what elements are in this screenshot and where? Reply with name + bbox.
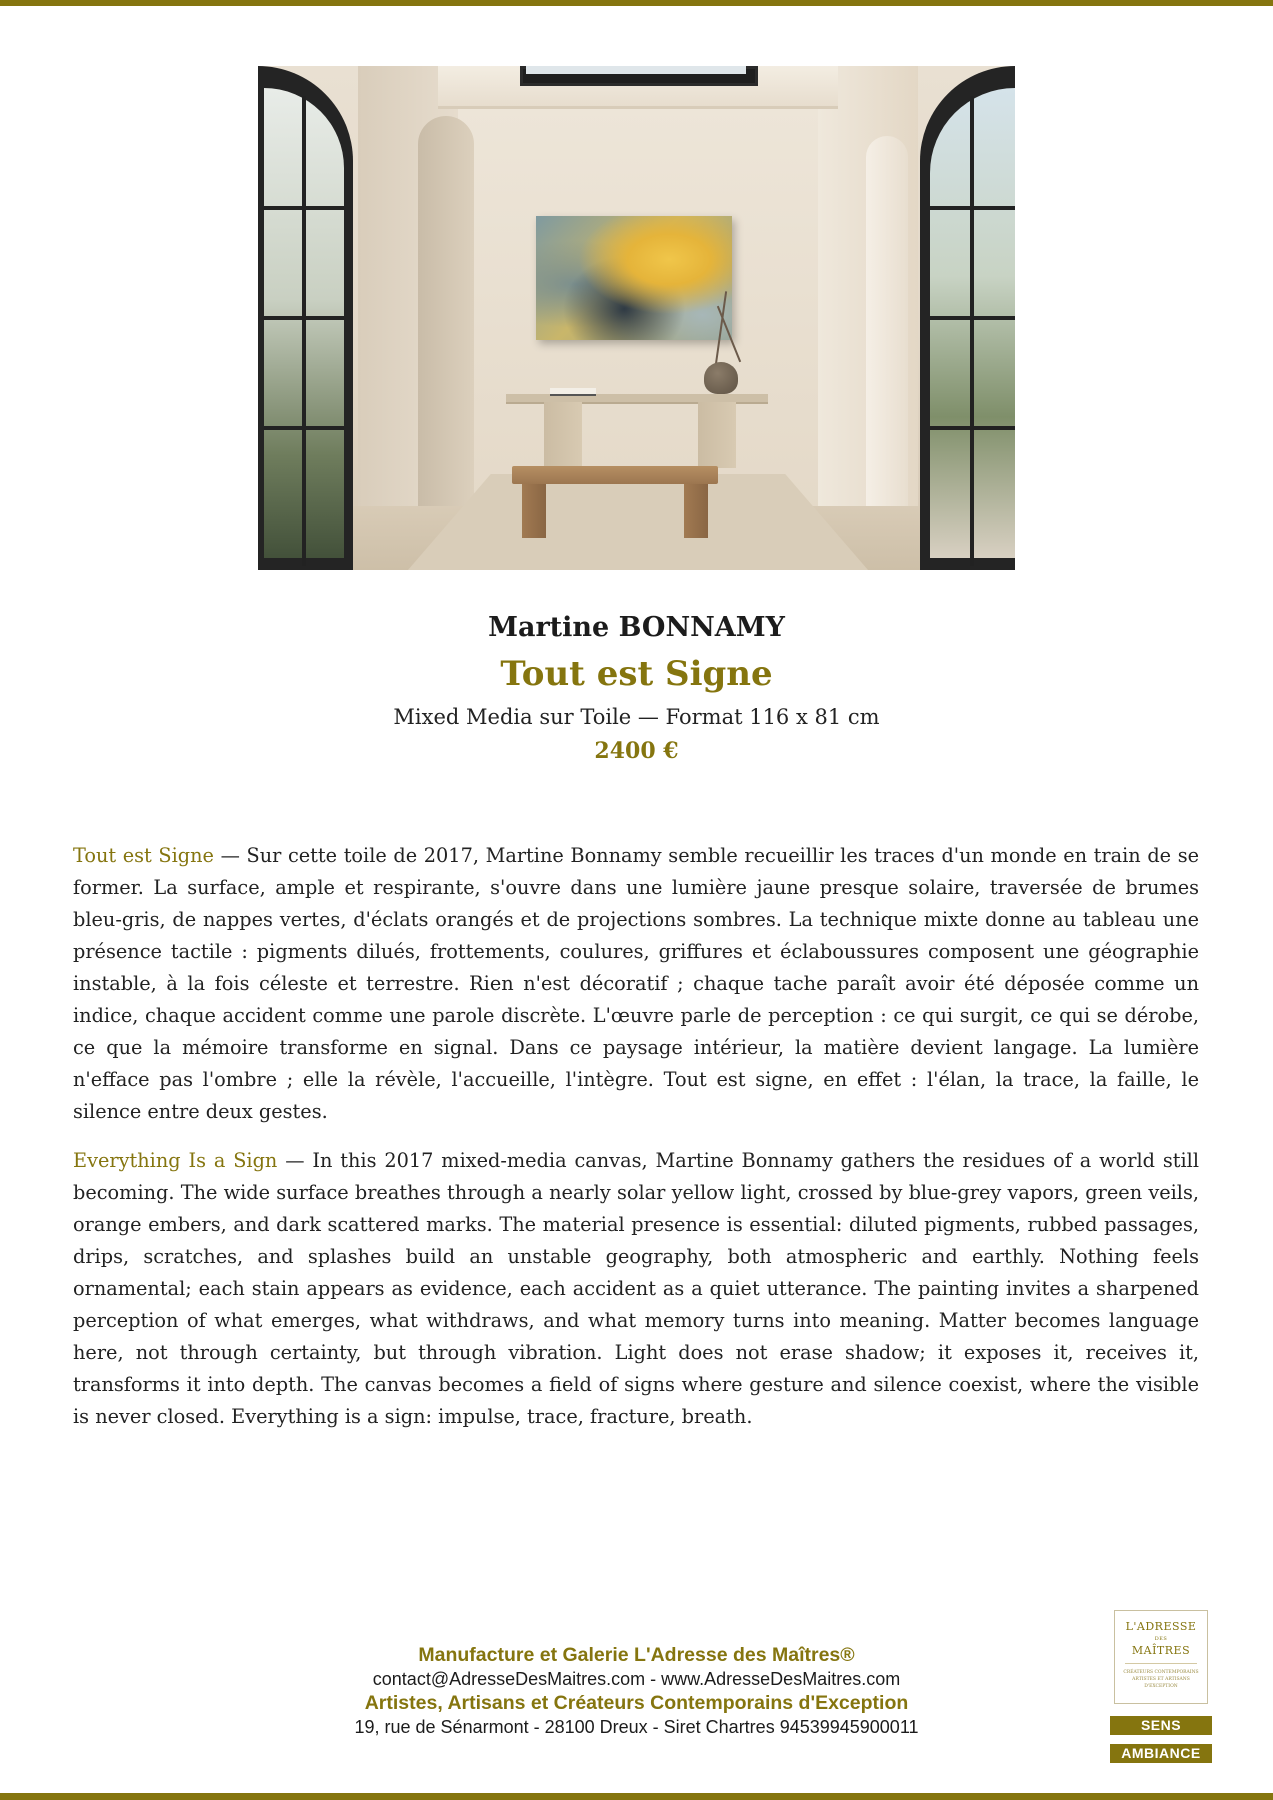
gallery-address: 19, rue de Sénarmont - 28100 Dreux - Siret Chartres 94539945900011 (354, 1717, 919, 1737)
console-leg (698, 402, 736, 468)
sens-badge: SENS (1110, 1716, 1212, 1735)
gallery-tagline: Artistes, Artisans et Créateurs Contemporains d'Exception (364, 1692, 909, 1714)
logo-text: DES (1154, 1636, 1168, 1642)
right-window-transom (930, 316, 1015, 320)
abstract-painting (536, 216, 732, 340)
left-window-transom (264, 426, 344, 430)
logo-text: MAÎTRES (1131, 1644, 1191, 1657)
gallery-name: Manufacture et Galerie L'Adresse des Maîtres® (418, 1644, 855, 1666)
right-window-transom (930, 206, 1015, 210)
artwork-title: Tout est Signe (500, 654, 773, 694)
description-french (73, 840, 1199, 1128)
logo-text: L'ADRESSE (1125, 1620, 1197, 1633)
bench-leg (522, 484, 546, 538)
room-skylight-glass (526, 66, 746, 74)
ceramic-vase (704, 362, 738, 394)
gallery-logo (1114, 1610, 1208, 1704)
artwork-price: 2400 € (594, 738, 679, 764)
bottom-gold-rule (0, 1793, 1273, 1800)
console-leg (544, 402, 582, 468)
gallery-footer (0, 1643, 1273, 1739)
right-window-mullion (970, 96, 974, 566)
right-window-transom (930, 426, 1015, 430)
left-window-transom (264, 206, 344, 210)
console-table (506, 394, 768, 402)
room-left-archway (418, 116, 474, 516)
description-english-lead: Everything Is a Sign (73, 1149, 278, 1172)
wooden-bench (512, 466, 718, 484)
left-window-mullion (302, 96, 306, 566)
bench-leg (684, 484, 708, 538)
artwork-medium-format: Mixed Media sur Toile — Format 116 x 81 cm (393, 705, 880, 729)
logo-subtitle: CRÉATEURS CONTEMPORAINS ARTISTES ET ARTISANS D'EXCEPTION (1123, 1670, 1199, 1689)
artist-name: Martine BONNAMY (488, 612, 785, 643)
description-french-body: — Sur cette toile de 2017, Martine Bonnamy semble recueillir les traces d'un monde en train de se former. La surface, ample et respirante, s'ouvre dans une lumière jaune presque solaire, traversée de brumes bleu-gris, de nappes vertes, d'éclats orangés et de projections sombres. La technique mixte donne au tableau une présence tactile : pigments dilués, frottements, coulures, griffures et éclaboussures composent une géographie instable, à la fois céleste et terrestre. Rien n'est décoratif ; chaque tache paraît avoir été déposée comme un indice, chaque accident comme une parole discrète. L'œuvre parle de perception : ce qui surgit, ce qui se dérobe, ce que la mémoire transforme en signal. Dans ce paysage intérieur, la matière devient langage. La lumière n'efface pas l'ombre ; elle la révèle, l'accueille, l'intègre. Tout est signe, en effet : l'élan, la trace, la faille, le silence entre deux gestes. (73, 844, 1199, 1123)
open-book (550, 388, 596, 396)
ambiance-badge: AMBIANCE (1110, 1744, 1212, 1763)
description-english-body: — In this 2017 mixed-media canvas, Martine Bonnamy gathers the residues of a world still becoming. The wide surface breathes through a nearly solar yellow light, crossed by blue-grey vapors, green veils, orange embers, and dark scattered marks. The material presence is essential: diluted pigments, rubbed passages, drips, scratches, and splashes build an unstable geography, both atmospheric and earthly. Nothing feels ornamental; each stain appears as evidence, each accident as a quiet utterance. The painting invites a sharpened perception of what emerges, what withdraws, and what memory turns into meaning. Matter becomes language here, not through certainty, but through vibration. Light does not erase shadow; it exposes it, receives it, transforms it into depth. The canvas becomes a field of signs where gesture and silence coexist, where the visible is never closed. Everything is a sign: impulse, trace, fracture, breath. (73, 1149, 1199, 1428)
room-right-archway (866, 136, 908, 516)
gallery-contact[interactable]: contact@AdresseDesMaitres.com - www.AdresseDesMaitres.com (372, 1669, 901, 1689)
left-window-transom (264, 316, 344, 320)
description-french-lead: Tout est Signe (73, 844, 214, 867)
artwork-room-photo (258, 66, 1015, 570)
top-gold-rule (0, 0, 1273, 6)
logo-divider (1125, 1663, 1197, 1664)
description-english (73, 1145, 1199, 1433)
